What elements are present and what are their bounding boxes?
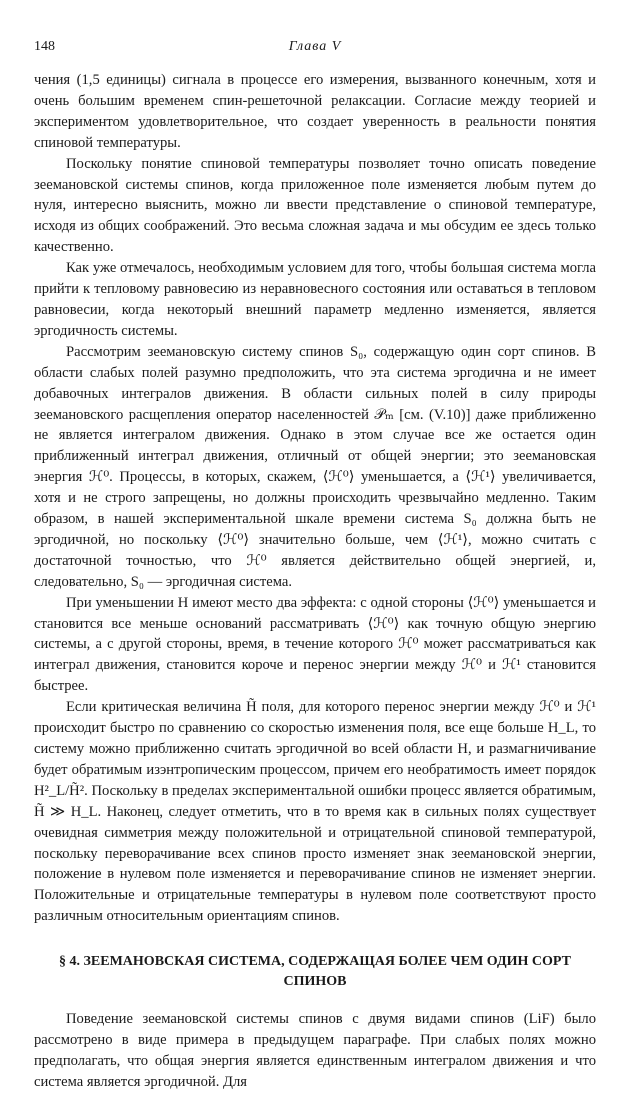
paragraph-ergodicity: Как уже отмечалось, необходимым условием для того, чтобы большая система могла прийти к тепловому равновесию из неравновесного состояния или оставаться в тепловом равновесии, когда некоторый внешний параметр медленно изменяется, является эргодичность системы.: [34, 260, 596, 339]
running-header: [34, 39, 596, 59]
paragraph-continuation: чения (1,5 единицы) сигнала в процессе его измерения, вызванного конечным, хотя и очень большим временем спин-решеточной релаксации. Согласие между теорией и экспериментом удовлетворительное, что создает уверенность в реальности понятия спиновой температуры.: [34, 72, 596, 151]
paragraph-field-decrease: При уменьшении H имеют место два эффекта: с одной стороны ⟨ℋ⁰⟩ уменьшается и становится все меньше оснований рассматривать ⟨ℋ⁰⟩ как точную общую энергию системы, а с другой стороны, время, в течение которого ℋ⁰ может рассматриваться как интеграл движения, становится короче и перенос энергии между ℋ⁰ и ℋ¹ становится быстрее.: [34, 594, 596, 695]
paragraph-zeeman-system: Рассмотрим зеемановскую систему спинов S₀, содержащую один сорт спинов. В области слабых полей разумно предположить, что эта система эргодична и не имеет добавочных интегралов движения. В области сильных полей в силу природы зеемановского расщепления оператор населенностей 𝒫ₘ [см. (V.10)] даже приближенно не является интегралом движения. Однако в этом случае все же остается один приближенный интеграл движения, отличный от общей энергии; это зеемановская энергия ℋ⁰. Процессы, в которых, скажем, ⟨ℋ⁰⟩ уменьшается, а ⟨ℋ¹⟩ увеличивается, хотя и не строго запрещены, но должны происходить чрезвычайно медленно. Таким образом, в нашей экспериментальной шкале времени система S₀ должна быть не эргодичной, но поскольку ⟨ℋ⁰⟩ значительно больше, чем ⟨ℋ¹⟩, можно считать с достаточной точностью, что ℋ⁰ является действительно общей энергией, и, следовательно, S₀ — эргодичная система.: [34, 343, 596, 590]
page-number: 148: [34, 39, 55, 54]
chapter-title: Глава V: [288, 39, 342, 54]
paragraph-two-spin-types: Поведение зеемановской системы спинов с двумя видами спинов (LiF) было рассмотрено в виде примера в предыдущем параграфе. При слабых полях можно предполагать, что общая энергия является единственным интегралом движения и что система является эргодичной. Для: [34, 1011, 596, 1090]
paragraph-critical-field: Если критическая величина H̃ поля, для которого перенос энергии между ℋ⁰ и ℋ¹ происходит быстро по сравнению со скоростью изменения поля, все еще больше H_L, то систему можно приближенно считать эргодичной во всей области H, и размагничивание будет обратимым изэнтропическим процессом, причем его необратимость имеет порядок H²_L/H̃². Поскольку в пределах экспериментальной ошибки процесс является обратимым, H̃ ≫ H_L. Наконец, следует отметить, что в то время как в сильных полях существует очевидная симметрия между положительной и отрицательной спиновой температурой, поскольку переворачивание всех спинов просто изменяет знак зеемановской энергии, положение в нулевом поле изменяется и переворачивание спинов не изменяет энергии. Положительные и отрицательные температуры в нулевом поле соответствуют просто различным относительным ориентациям спинов.: [34, 699, 596, 925]
main-text: [34, 70, 596, 1093]
section-heading: § 4. ЗЕЕМАНОВСКАЯ СИСТЕМА, СОДЕРЖАЩАЯ БОЛЕЕ ЧЕМ ОДИН СОРТ СПИНОВ: [59, 954, 571, 990]
paragraph-spin-temperature: Поскольку понятие спиновой температуры позволяет точно описать поведение зеемановской системы спинов, когда приложенное поле изменяется любым путем до нуля, интересно выяснить, можно ли ввести представление о спиновой температуре, исходя из общих соображений. Это весьма сложная задача и мы обсудим ее здесь только качественно.: [34, 155, 596, 256]
